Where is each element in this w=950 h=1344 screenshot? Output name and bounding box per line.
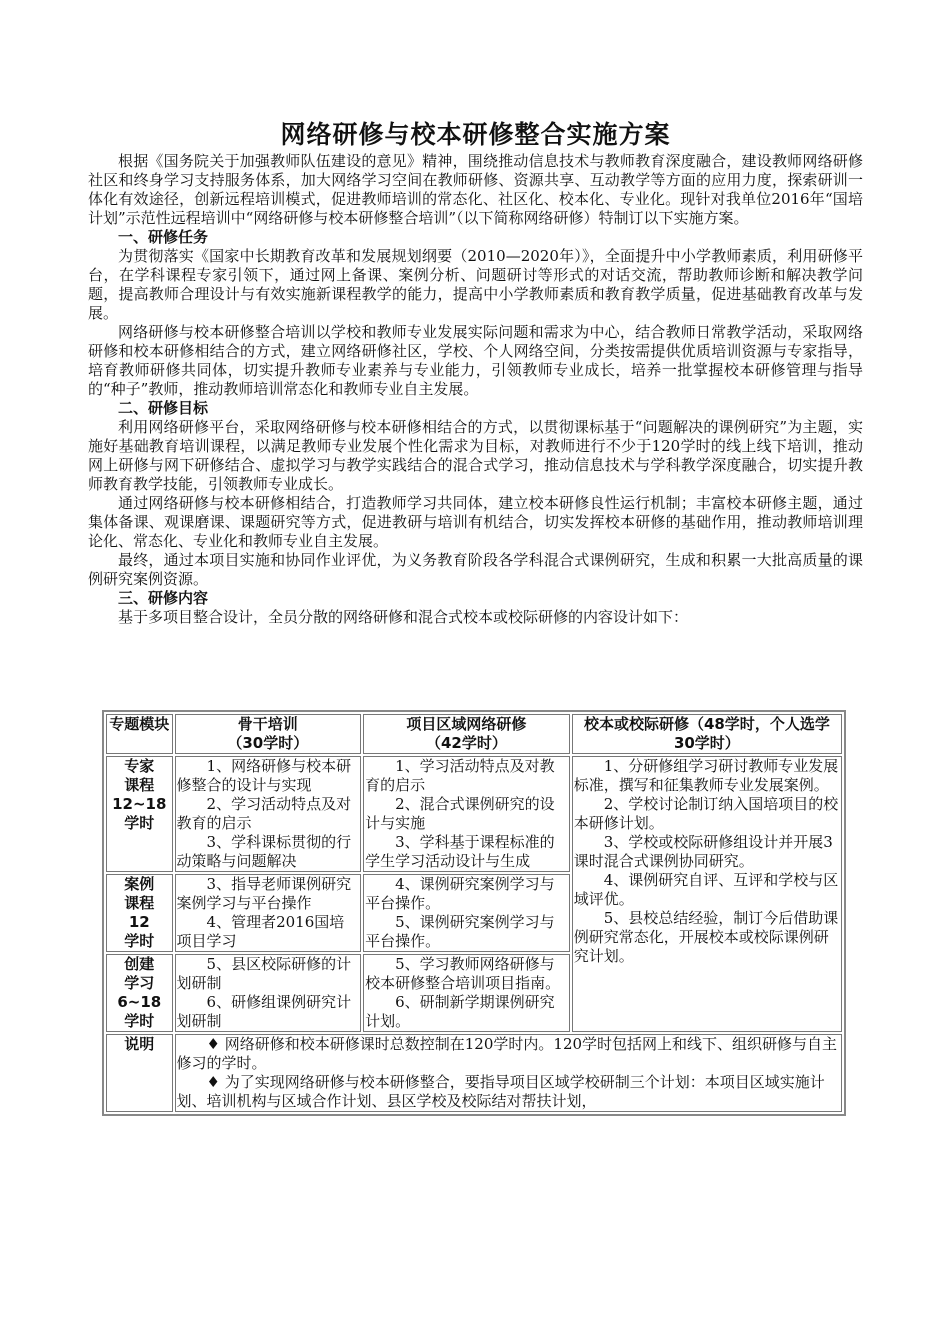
note-item: ♦ 为了实现网络研修与校本研修整合，要指导项目区域学校研制三个计划：本项目区域实施计划、培训机构与区域合作计划、县区学校及校际结对帮扶计划， bbox=[176, 1073, 825, 1110]
cell-core-create bbox=[175, 954, 362, 1032]
content-table bbox=[102, 710, 846, 1116]
section-paragraph: 基于多项目整合设计，全员分散的网络研修和混合式校本或校际研修的内容设计如下： bbox=[118, 608, 689, 626]
intro-paragraph: 根据《国务院关于加强教师队伍建设的意见》精神，围绕推动信息技术与教师教育深度融合，建设教师网络研修社区和终身学习支持服务体系，加大网络学习空间在教师研修、资源共享、互动教学等方面的应用力度，探索研训一体化有效途径，创新远程培训模式，促进教师培训的常态化、社区化、校本化、专业化。现针对我单位2016年“国培计划”示范性远程培训中“网络研修与校本研修整合培训”（以下简称网络研修）特制订以下实施方案。 bbox=[88, 152, 863, 227]
table-notes-row bbox=[106, 1034, 842, 1112]
row-label-line: 学时 bbox=[124, 814, 155, 832]
cell-regional-expert bbox=[363, 756, 570, 872]
cell-item: 1、分研修组学习研讨教师专业发展标准，撰写和征集教师专业发展案例。 bbox=[573, 757, 839, 794]
cell-item: 3、学校或校际研修组设计并开展3课时混合式课例协同研究。 bbox=[573, 833, 833, 870]
section-heading: 一、研修任务 bbox=[118, 228, 209, 246]
section-paragraph: 最终，通过本项目实施和协同作业评优，为义务教育阶段各学科混合式课例研究，生成和积累一大批高质量的课例研究案例资源。 bbox=[88, 551, 863, 588]
cell-item: 5、县校总结经验，制订今后借助课例研究常态化，开展校本或校际课例研究计划。 bbox=[573, 909, 839, 965]
section-paragraph: 为贯彻落实《国家中长期教育改革和发展规划纲要（2010—2020年）》，全面提升中小学教师素质，利用研修平台，在学科课程专家引领下，通过网上备课、案例分析、问题研讨等形式的对话交流，帮助教师诊断和解决教学问题，提高教师合理设计与有效实施新课程教学的能力，提高中小学教师素质和教育教学质量，促进基础教育改革与发展。 bbox=[88, 247, 863, 322]
section-heading: 二、研修目标 bbox=[118, 399, 209, 417]
header-cell-core-training bbox=[175, 714, 362, 754]
cell-item: 6、研修组课例研究计划研制 bbox=[176, 993, 352, 1030]
cell-item: 3、学科基于课程标准的学生学习活动设计与生成 bbox=[365, 833, 555, 870]
row-label-expert bbox=[106, 756, 173, 872]
section-paragraph: 通过网络研修与校本研修相结合，打造教师学习共同体，建立校本研修良性运行机制；丰富校本研修主题，通过集体备课、观课磨课、课题研究等方式，促进教研与培训有机结合，切实发挥校本研修的基础作用，推动教师培训理论化、常态化、专业化和教师专业自主发展。 bbox=[88, 494, 863, 550]
header-core-hours: （30学时） bbox=[227, 734, 309, 752]
cell-school-research bbox=[572, 756, 842, 1032]
header-regional-hours: （42学时） bbox=[425, 734, 507, 752]
table-row bbox=[106, 756, 842, 872]
cell-regional-create bbox=[363, 954, 570, 1032]
cell-item: 2、学习活动特点及对教育的启示 bbox=[176, 795, 352, 832]
note-item: ♦ 网络研修和校本研修课时总数控制在120学时内。120学时包括网上和线下、组织研修与自主修习的学时。 bbox=[176, 1035, 838, 1072]
cell-item: 1、学习活动特点及对教育的启示 bbox=[365, 757, 555, 794]
section-paragraph: 利用网络研修平台，采取网络研修与校本研修相结合的方式，以贯彻课标基于“问题解决的课例研究”为主题，实施好基础教育培训课程，以满足教师专业发展个性化需求为目标，对教师进行不少于120学时的线上线下培训，推动网上研修与网下研修结合、虚拟学习与教学实践结合的混合式学习，推动信息技术与学科教学深度融合，切实提升教师教育教学技能，引领教师专业成长。 bbox=[88, 418, 863, 493]
row-label-line: 6~18 bbox=[117, 993, 162, 1011]
cell-regional-case bbox=[363, 874, 570, 952]
row-label-line: 学时 bbox=[124, 932, 155, 950]
cell-item: 3、学科课标贯彻的行动策略与问题解决 bbox=[176, 833, 352, 870]
header-cell-regional bbox=[363, 714, 570, 754]
table-header-row bbox=[106, 714, 842, 754]
header-regional-title: 项目区域网络研修 bbox=[406, 715, 527, 733]
row-label-case bbox=[106, 874, 173, 952]
cell-item: 5、学习教师网络研修与校本研修整合培训项目指南。 bbox=[365, 955, 561, 992]
cell-item: 4、管理者2016国培项目学习 bbox=[176, 913, 345, 950]
row-label-create bbox=[106, 954, 173, 1032]
document-title: 网络研修与校本研修整合实施方案 bbox=[280, 120, 671, 149]
cell-core-case bbox=[175, 874, 362, 952]
row-label-line: 案例 bbox=[124, 875, 155, 893]
section-heading: 三、研修内容 bbox=[118, 589, 209, 607]
cell-item: 4、课例研究案例学习与平台操作。 bbox=[365, 875, 555, 912]
cell-item: 5、县区校际研修的计划研制 bbox=[176, 955, 352, 992]
cell-item: 3、指导老师课例研究案例学习与平台操作 bbox=[176, 875, 352, 912]
notes-cell bbox=[175, 1034, 842, 1112]
cell-item: 1、网络研修与校本研修整合的设计与实现 bbox=[176, 757, 352, 794]
notes-label: 说明 bbox=[106, 1034, 173, 1112]
row-label-line: 12~18 bbox=[112, 795, 167, 813]
row-label-line: 创建 bbox=[124, 955, 155, 973]
header-cell-module bbox=[106, 714, 173, 754]
row-label-line: 课程 bbox=[124, 894, 155, 912]
row-label-line: 专家 bbox=[124, 757, 155, 775]
row-label-line: 学习 bbox=[124, 974, 155, 992]
document-body bbox=[88, 118, 863, 627]
header-core-title: 骨干培训 bbox=[237, 715, 298, 733]
cell-item: 2、学校讨论制订纳入国培项目的校本研修计划。 bbox=[573, 795, 839, 832]
header-cell-school: 校本或校际研修（48学时，个人选学30学时） bbox=[572, 714, 842, 754]
cell-item: 6、研制新学期课例研究计划。 bbox=[365, 993, 555, 1030]
row-label-line: 课程 bbox=[124, 776, 155, 794]
cell-core-expert bbox=[175, 756, 362, 872]
cell-item: 2、混合式课例研究的设计与实施 bbox=[365, 795, 555, 832]
cell-item: 5、课例研究案例学习与平台操作。 bbox=[365, 913, 555, 950]
header-module-label: 专题模块 bbox=[109, 715, 170, 733]
cell-item: 4、课例研究自评、互评和学校与区域评优。 bbox=[573, 871, 839, 908]
row-label-line: 学时 bbox=[124, 1012, 155, 1030]
section-paragraph: 网络研修与校本研修整合培训以学校和教师专业发展实际问题和需求为中心，结合教师日常教学活动，采取网络研修和校本研修相结合的方式，建立网络研修社区，学校、个人网络空间，分类按需提供优质培训资源与专家指导，培育教师研修共同体，切实提升教师专业素养与专业能力，引领教师专业成长，培养一批掌握校本研修管理与指导的“种子”教师，推动教师培训常态化和教师专业自主发展。 bbox=[88, 323, 863, 398]
row-label-line: 12 bbox=[128, 913, 150, 931]
